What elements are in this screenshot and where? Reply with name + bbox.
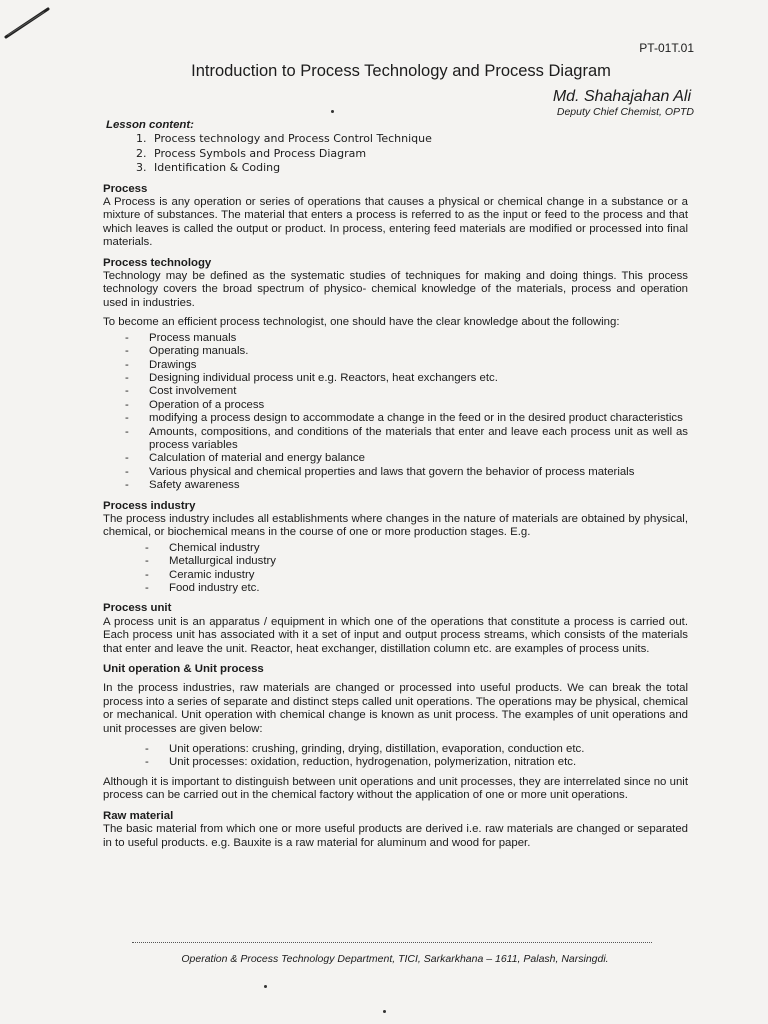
document-body bbox=[103, 119, 688, 850]
list-item: 2. Process Symbols and Process Diagram bbox=[150, 147, 688, 161]
page-title: Introduction to Process Technology and Process Diagram bbox=[191, 62, 611, 80]
section-intro-process-technology: To become an efficient process technologist, one should have the clear knowledge about the following: bbox=[103, 316, 620, 329]
list-item: - Chemical industry bbox=[169, 542, 688, 555]
list-item: 3. Identification & Coding bbox=[150, 161, 688, 175]
list-item: - Amounts, compositions, and conditions of the materials that enter and leave each process unit as well as process variables bbox=[149, 426, 688, 453]
list-item: - Food industry etc. bbox=[169, 582, 688, 595]
scan-speck bbox=[331, 110, 334, 113]
list-item: - Cost involvement bbox=[149, 385, 688, 398]
list-item: - Various physical and chemical properties and laws that govern the behavior of process materials bbox=[149, 466, 688, 479]
list-item: - Unit processes: oxidation, reduction, hydrogenation, polymerization, nitration etc. bbox=[169, 756, 688, 769]
section-heading-process-unit: Process unit bbox=[103, 602, 172, 615]
knowledge-list bbox=[103, 332, 688, 493]
footer-divider bbox=[132, 942, 652, 943]
list-item: - Safety awareness bbox=[149, 479, 688, 492]
section-heading-process-technology: Process technology bbox=[103, 256, 212, 269]
list-item: - Unit operations: crushing, grinding, drying, distillation, evaporation, conduction etc. bbox=[169, 743, 688, 756]
section-text-process-industry: The process industry includes all establishments where changes in the nature of materials are obtained by physical, chemical, or biochemical means in the course of one or more production stages. E.g. bbox=[103, 512, 688, 539]
section-after-unit-operation: Although it is important to distinguish between unit operations and unit processes, they are interrelated since no unit process can be carried out in the chemical factory without the application of one or more unit operations. bbox=[103, 775, 688, 802]
list-item: - Designing individual process unit e.g. Reactors, heat exchangers etc. bbox=[149, 372, 688, 385]
list-item: - Process manuals bbox=[149, 332, 688, 345]
author-role: Deputy Chief Chemist, OPTD bbox=[556, 106, 694, 118]
list-item: 1. Process technology and Process Control Technique bbox=[150, 132, 688, 146]
section-heading-raw-material: Raw material bbox=[103, 809, 174, 822]
list-item: - Metallurgical industry bbox=[169, 555, 688, 568]
section-text-raw-material: The basic material from which one or more useful products are derived i.e. raw materials are changed or separated in to useful products. e.g. Bauxite is a raw material for aluminum and wood for paper. bbox=[103, 823, 688, 849]
section-heading-process-industry: Process industry bbox=[103, 499, 196, 512]
document-code: PT-01T.01 bbox=[639, 41, 694, 55]
author-name: Md. Shahajahan Ali bbox=[552, 88, 691, 105]
lesson-list bbox=[103, 132, 688, 175]
page-footer: Operation & Process Technology Department, TICI, Sarkarkhana – 1611, Palash, Narsingdi. bbox=[181, 953, 609, 965]
industry-list bbox=[103, 542, 688, 596]
pen-stroke-mark bbox=[4, 6, 50, 40]
list-item: - modifying a process design to accommodate a change in the feed or in the desired product characteristics bbox=[149, 412, 688, 425]
section-text-process-technology: Technology may be defined as the systematic studies of techniques for making and doing things. This process technology covers the broad spectrum of physico- chemical knowledge of the materials, process and operation used in industries. bbox=[103, 270, 688, 309]
list-item: - Drawings bbox=[149, 359, 688, 372]
lesson-heading: Lesson content: bbox=[106, 119, 194, 131]
unit-operation-list bbox=[103, 743, 688, 770]
list-item: - Operation of a process bbox=[149, 399, 688, 412]
section-text-process-unit: A process unit is an apparatus / equipment in which one of the operations that constitute a process is carried out. Each process unit has associated with it a set of input and output process streams, which consists of the materials that enter and leave the unit. Reactor, heat exchanger, distillation column etc. are examples of process units. bbox=[103, 615, 688, 655]
list-item: - Operating manuals. bbox=[149, 345, 688, 358]
scan-speck bbox=[383, 1010, 386, 1013]
section-heading-process: Process bbox=[103, 182, 148, 195]
section-text-process: A Process is any operation or series of operations that causes a physical or chemical change in a substance or a mixture of substances. The material that enters a process is referred to as the input or feed to the process and that which leaves is called the output or product. In process, entering feed materials are modified or processed into final materials. bbox=[103, 196, 688, 249]
section-heading-unit-operation: Unit operation & Unit process bbox=[103, 663, 264, 676]
list-item: - Calculation of material and energy balance bbox=[149, 452, 688, 465]
section-text-unit-operation: In the process industries, raw materials are changed or processed into useful products. We can break the total process into a series of separate and distinct steps called unit operations. The operations may be physical, chemical or mechanical. Unit operation with chemical change is known as unit process. The examples of unit operations and unit processes are given below: bbox=[103, 682, 688, 735]
list-item: - Ceramic industry bbox=[169, 569, 688, 582]
scan-speck bbox=[264, 985, 267, 988]
